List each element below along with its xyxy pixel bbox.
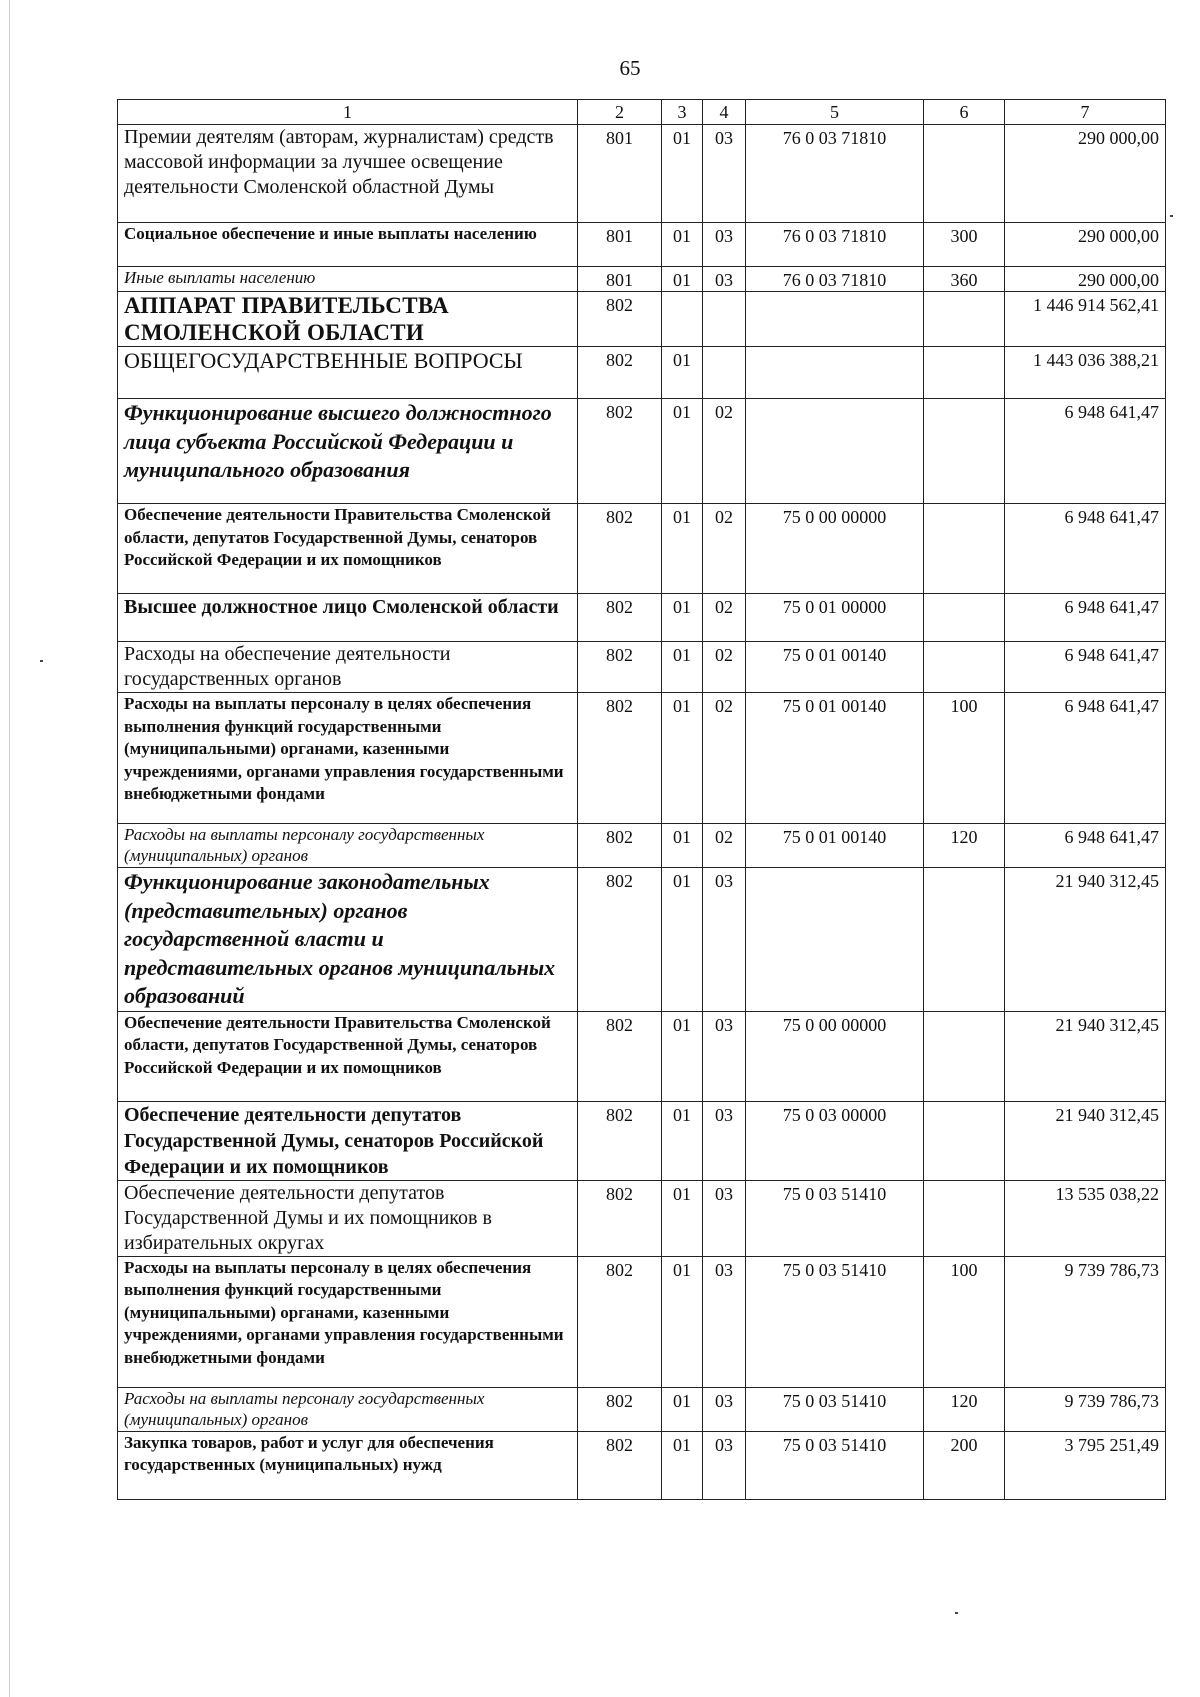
amount-value: 290 000,00 bbox=[1005, 267, 1166, 292]
expense-type-code bbox=[924, 504, 1005, 594]
ministry-code: 802 bbox=[578, 399, 662, 504]
target-article-code: 76 0 03 71810 bbox=[746, 125, 924, 223]
subsection-code bbox=[703, 347, 746, 399]
target-article-code: 75 0 03 00000 bbox=[746, 1101, 924, 1180]
expense-type-code: 100 bbox=[924, 693, 1005, 824]
target-article-code: 75 0 01 00140 bbox=[746, 824, 924, 868]
section-code: 01 bbox=[662, 125, 703, 223]
ministry-code: 802 bbox=[578, 642, 662, 693]
expense-type-code: 120 bbox=[924, 1387, 1005, 1431]
subsection-code: 02 bbox=[703, 642, 746, 693]
ministry-code: 802 bbox=[578, 868, 662, 1012]
subsection-code: 02 bbox=[703, 693, 746, 824]
amount-value: 3 795 251,49 bbox=[1005, 1431, 1166, 1499]
subsection-code: 03 bbox=[703, 125, 746, 223]
scan-speck bbox=[40, 660, 43, 662]
table-row bbox=[118, 824, 1166, 868]
section-code: 01 bbox=[662, 347, 703, 399]
amount-value: 21 940 312,45 bbox=[1005, 1011, 1166, 1101]
budget-item-name: Расходы на выплаты персоналу государственных (муниципальных) органов bbox=[118, 1387, 578, 1431]
section-code: 01 bbox=[662, 642, 703, 693]
table-row bbox=[118, 1387, 1166, 1431]
target-article-code: 75 0 03 51410 bbox=[746, 1387, 924, 1431]
page-number: 65 bbox=[619, 56, 641, 80]
amount-value: 6 948 641,47 bbox=[1005, 824, 1166, 868]
target-article-code: 75 0 01 00140 bbox=[746, 693, 924, 824]
ministry-code: 802 bbox=[578, 824, 662, 868]
budget-item-name: Премии деятелям (авторам, журналистам) средств массовой информации за лучшее освещение деятельности Смоленской областной Думы bbox=[118, 125, 578, 223]
target-article-code: 75 0 03 51410 bbox=[746, 1431, 924, 1499]
section-code: 01 bbox=[662, 399, 703, 504]
budget-item-name: Закупка товаров, работ и услуг для обеспечения государственных (муниципальных) нужд bbox=[118, 1431, 578, 1499]
target-article-code bbox=[746, 347, 924, 399]
subsection-code: 02 bbox=[703, 399, 746, 504]
expense-type-code bbox=[924, 399, 1005, 504]
expense-type-code bbox=[924, 868, 1005, 1012]
target-article-code: 75 0 00 00000 bbox=[746, 504, 924, 594]
table-row bbox=[118, 1011, 1166, 1101]
budget-item-name: Функционирование высшего должностного лица субъекта Российской Федерации и муниципального образования bbox=[118, 399, 578, 504]
budget-item-name: Обеспечение деятельности Правительства Смоленской области, депутатов Государственной Думы, сенаторов Российской Федерации и их помощников bbox=[118, 504, 578, 594]
budget-item-name: Расходы на выплаты персоналу в целях обеспечения выполнения функций государственными (муниципальными) органами, казенными учреждениями, органами управления государственными внебюджетными фондами bbox=[118, 693, 578, 824]
budget-item-name: Обеспечение деятельности депутатов Государственной Думы, сенаторов Российской Федерации и их помощников bbox=[118, 1101, 578, 1180]
subsection-code: 03 bbox=[703, 267, 746, 292]
subsection-code: 03 bbox=[703, 868, 746, 1012]
table-row bbox=[118, 267, 1166, 292]
amount-value: 6 948 641,47 bbox=[1005, 693, 1166, 824]
budget-item-name: Расходы на выплаты персоналу в целях обеспечения выполнения функций государственными (муниципальными) органами, казенными учреждениями, органами управления государственными внебюджетными фондами bbox=[118, 1256, 578, 1387]
table-header-row bbox=[118, 100, 1166, 125]
column-header: 4 bbox=[703, 100, 746, 125]
budget-item-name: Расходы на выплаты персоналу государственных (муниципальных) органов bbox=[118, 824, 578, 868]
section-code: 01 bbox=[662, 868, 703, 1012]
subsection-code: 03 bbox=[703, 1431, 746, 1499]
section-code: 01 bbox=[662, 1256, 703, 1387]
budget-item-name: Иные выплаты населению bbox=[118, 267, 578, 292]
section-code: 01 bbox=[662, 693, 703, 824]
ministry-code: 802 bbox=[578, 504, 662, 594]
subsection-code: 02 bbox=[703, 594, 746, 642]
amount-value: 13 535 038,22 bbox=[1005, 1180, 1166, 1256]
ministry-code: 801 bbox=[578, 125, 662, 223]
table-row bbox=[118, 347, 1166, 399]
ministry-code: 801 bbox=[578, 223, 662, 267]
table-row bbox=[118, 504, 1166, 594]
target-article-code: 75 0 00 00000 bbox=[746, 1011, 924, 1101]
target-article-code bbox=[746, 292, 924, 347]
amount-value: 6 948 641,47 bbox=[1005, 399, 1166, 504]
subsection-code: 03 bbox=[703, 1256, 746, 1387]
table-row bbox=[118, 1431, 1166, 1499]
expense-type-code bbox=[924, 347, 1005, 399]
subsection-code: 02 bbox=[703, 824, 746, 868]
column-header: 1 bbox=[118, 100, 578, 125]
budget-item-name: ОБЩЕГОСУДАРСТВЕННЫЕ ВОПРОСЫ bbox=[118, 347, 578, 399]
ministry-code: 802 bbox=[578, 347, 662, 399]
amount-value: 6 948 641,47 bbox=[1005, 642, 1166, 693]
expense-type-code bbox=[924, 1011, 1005, 1101]
ministry-code: 802 bbox=[578, 1431, 662, 1499]
column-header: 2 bbox=[578, 100, 662, 125]
amount-value: 1 443 036 388,21 bbox=[1005, 347, 1166, 399]
table-row bbox=[118, 223, 1166, 267]
amount-value: 290 000,00 bbox=[1005, 125, 1166, 223]
table-row bbox=[118, 125, 1166, 223]
ministry-code: 802 bbox=[578, 1387, 662, 1431]
amount-value: 9 739 786,73 bbox=[1005, 1387, 1166, 1431]
section-code: 01 bbox=[662, 1387, 703, 1431]
ministry-code: 802 bbox=[578, 1180, 662, 1256]
table-body bbox=[118, 125, 1166, 1500]
expense-type-code bbox=[924, 1101, 1005, 1180]
table-row bbox=[118, 1101, 1166, 1180]
budget-item-name: Расходы на обеспечение деятельности государственных органов bbox=[118, 642, 578, 693]
section-code: 01 bbox=[662, 824, 703, 868]
table-row bbox=[118, 642, 1166, 693]
subsection-code: 03 bbox=[703, 1011, 746, 1101]
budget-item-name: Обеспечение деятельности депутатов Государственной Думы и их помощников в избирательных округах bbox=[118, 1180, 578, 1256]
expense-type-code bbox=[924, 642, 1005, 693]
budget-table bbox=[117, 99, 1166, 1500]
expense-type-code: 200 bbox=[924, 1431, 1005, 1499]
column-header: 6 bbox=[924, 100, 1005, 125]
target-article-code bbox=[746, 399, 924, 504]
ministry-code: 802 bbox=[578, 693, 662, 824]
table-row bbox=[118, 1180, 1166, 1256]
subsection-code: 03 bbox=[703, 223, 746, 267]
section-code: 01 bbox=[662, 504, 703, 594]
ministry-code: 802 bbox=[578, 594, 662, 642]
subsection-code bbox=[703, 292, 746, 347]
target-article-code: 75 0 03 51410 bbox=[746, 1180, 924, 1256]
amount-value: 6 948 641,47 bbox=[1005, 594, 1166, 642]
expense-type-code: 300 bbox=[924, 223, 1005, 267]
section-code: 01 bbox=[662, 1180, 703, 1256]
target-article-code: 76 0 03 71810 bbox=[746, 267, 924, 292]
budget-item-name: АППАРАТ ПРАВИТЕЛЬСТВА СМОЛЕНСКОЙ ОБЛАСТИ bbox=[118, 292, 578, 347]
scan-edge-line bbox=[9, 0, 10, 1697]
amount-value: 9 739 786,73 bbox=[1005, 1256, 1166, 1387]
scan-speck bbox=[955, 1612, 958, 1614]
ministry-code: 802 bbox=[578, 1101, 662, 1180]
expense-type-code bbox=[924, 1180, 1005, 1256]
amount-value: 1 446 914 562,41 bbox=[1005, 292, 1166, 347]
budget-item-name: Функционирование законодательных (представительных) органов государственной власти и представительных органов муниципальных образований bbox=[118, 868, 578, 1012]
table-row bbox=[118, 594, 1166, 642]
amount-value: 21 940 312,45 bbox=[1005, 1101, 1166, 1180]
subsection-code: 02 bbox=[703, 504, 746, 594]
section-code: 01 bbox=[662, 594, 703, 642]
section-code: 01 bbox=[662, 223, 703, 267]
table-row bbox=[118, 693, 1166, 824]
expense-type-code bbox=[924, 125, 1005, 223]
subsection-code: 03 bbox=[703, 1387, 746, 1431]
budget-item-name: Высшее должностное лицо Смоленской области bbox=[118, 594, 578, 642]
section-code: 01 bbox=[662, 1431, 703, 1499]
section-code: 01 bbox=[662, 267, 703, 292]
amount-value: 6 948 641,47 bbox=[1005, 504, 1166, 594]
target-article-code bbox=[746, 868, 924, 1012]
table-row bbox=[118, 292, 1166, 347]
expense-type-code: 120 bbox=[924, 824, 1005, 868]
budget-item-name: Социальное обеспечение и иные выплаты населению bbox=[118, 223, 578, 267]
table-row bbox=[118, 1256, 1166, 1387]
expense-type-code: 360 bbox=[924, 267, 1005, 292]
column-header: 3 bbox=[662, 100, 703, 125]
target-article-code: 75 0 03 51410 bbox=[746, 1256, 924, 1387]
table-row bbox=[118, 868, 1166, 1012]
amount-value: 290 000,00 bbox=[1005, 223, 1166, 267]
budget-item-name: Обеспечение деятельности Правительства Смоленской области, депутатов Государственной Думы, сенаторов Российской Федерации и их помощников bbox=[118, 1011, 578, 1101]
section-code: 01 bbox=[662, 1011, 703, 1101]
target-article-code: 75 0 01 00140 bbox=[746, 642, 924, 693]
target-article-code: 76 0 03 71810 bbox=[746, 223, 924, 267]
subsection-code: 03 bbox=[703, 1180, 746, 1256]
column-header: 5 bbox=[746, 100, 924, 125]
target-article-code: 75 0 01 00000 bbox=[746, 594, 924, 642]
scan-speck bbox=[1170, 215, 1173, 217]
ministry-code: 802 bbox=[578, 1256, 662, 1387]
subsection-code: 03 bbox=[703, 1101, 746, 1180]
amount-value: 21 940 312,45 bbox=[1005, 868, 1166, 1012]
ministry-code: 801 bbox=[578, 267, 662, 292]
expense-type-code bbox=[924, 594, 1005, 642]
ministry-code: 802 bbox=[578, 292, 662, 347]
ministry-code: 802 bbox=[578, 1011, 662, 1101]
section-code bbox=[662, 292, 703, 347]
expense-type-code bbox=[924, 292, 1005, 347]
section-code: 01 bbox=[662, 1101, 703, 1180]
table-row bbox=[118, 399, 1166, 504]
expense-type-code: 100 bbox=[924, 1256, 1005, 1387]
column-header: 7 bbox=[1005, 100, 1166, 125]
